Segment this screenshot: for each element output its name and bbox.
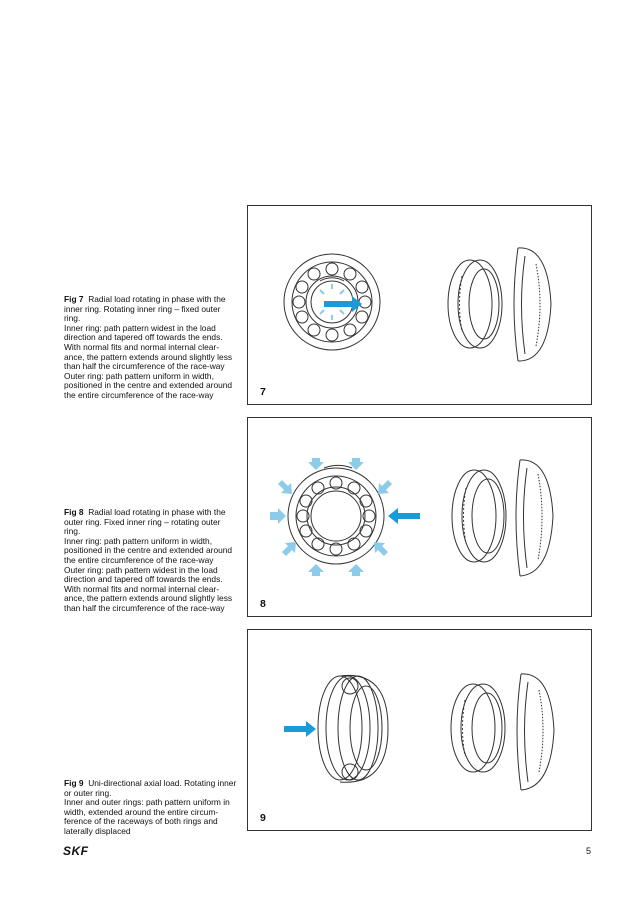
load-arrow-icon [388,508,420,524]
figure-9-illustration [248,630,593,832]
fig7-caption-outer: Outer ring: path pattern uniform in width, positioned in the centre and extended around the entire circumference of the race-way [64,370,233,400]
fig8-caption-text: Radial load rotating in phase with the outer ring. Fixed inner ring – rotating outer ring. [64,507,226,537]
load-arrow-icon [324,296,362,312]
fig9-caption-text: Uni-directional axial load. Rotating inner or outer ring. [64,778,237,798]
fig8-caption-outer: Outer ring: path pattern widest in the load direction and tapered off towards the ends. With normal fits and normal internal clear-ance, the pattern extends around slightly less than half the circumference of the race-way [64,564,233,613]
figure-7-panel [247,205,592,405]
fig8-caption-title: Fig 8 [64,507,84,517]
skf-logo: SKF [63,844,89,858]
fig7-caption-text: Radial load rotating in phase with the inner ring. Rotating inner ring – fixed outer ring. [64,294,226,324]
figure-7-number: 7 [260,386,266,398]
fig7-caption [64,295,239,401]
load-arrow-icon [284,721,316,737]
figure-7-illustration [248,206,593,406]
figure-9-number: 9 [260,812,266,824]
fig8-caption [64,508,239,614]
fig9-caption-title: Fig 9 [64,778,84,788]
figure-8-number: 8 [260,598,266,610]
fig7-caption-title: Fig 7 [64,294,84,304]
figure-8-panel [247,417,592,617]
figure-8-illustration [248,418,593,618]
page-number: 5 [586,846,592,856]
figure-9-panel [247,629,592,831]
fig7-caption-inner: Inner ring: path pattern widest in the load direction and tapered off towards the ends. With normal fits and normal internal clear-ance, the pattern extends around slightly less than half the circumference of the race-way [64,322,233,372]
fig9-caption [64,779,239,837]
fig8-caption-inner: Inner ring: path pattern uniform in width, positioned in the centre and extended around the entire circumference of the race-way [64,535,233,565]
fig9-caption-lines: Inner and outer rings: path pattern uniform in width, extended around the entire circum-ference of the raceways of both rings and laterally displaced [64,797,230,836]
